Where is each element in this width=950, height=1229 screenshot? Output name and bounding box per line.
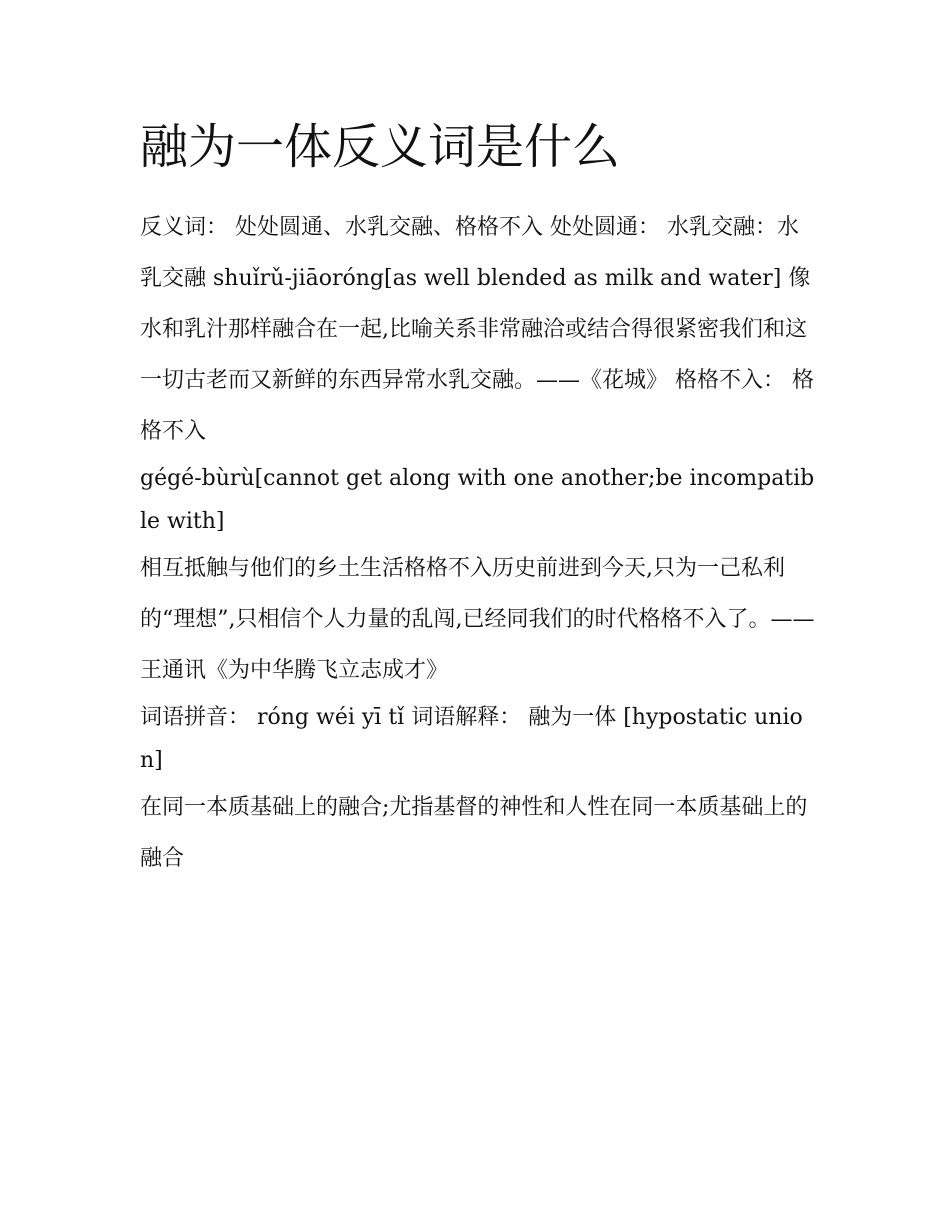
paragraph-explanation: 在同一本质基础上的融合;尤指基督的神性和人性在同一本质基础上的融合 [140, 795, 808, 871]
page-title: 融为一体反义词是什么 [140, 119, 621, 175]
document-body [140, 112, 820, 884]
paragraph-example: 相互抵触与他们的乡土生活格格不入历史前进到今天,只为一己私利的“理想”,只相信个人力量的乱闯,已经同我们的时代格格不入了。——王通讯《为中华腾飞立志成才》 [140, 556, 815, 683]
paragraph-pinyin-gegeburu: gégé-bùrù[cannot get along with one another;be incompatible with] [140, 466, 815, 534]
paragraph-antonyms: 反义词： 处处圆通、水乳交融、格格不入 处处圆通： 水乳交融：水乳交融 shuǐrǔ-jiāoróng[as well blended as milk and water] 像水和乳汁那样融合在一起,比喻关系非常融洽或结合得很紧密我们和这一切古老而又新鲜的东西异常水乳交融。——《花城》 格格不入： 格格不入 [140, 215, 814, 444]
paragraph-pinyin-definition: 词语拼音： róng wéi yī tǐ 词语解释： 融为一体 [hypostatic union] [140, 705, 803, 773]
